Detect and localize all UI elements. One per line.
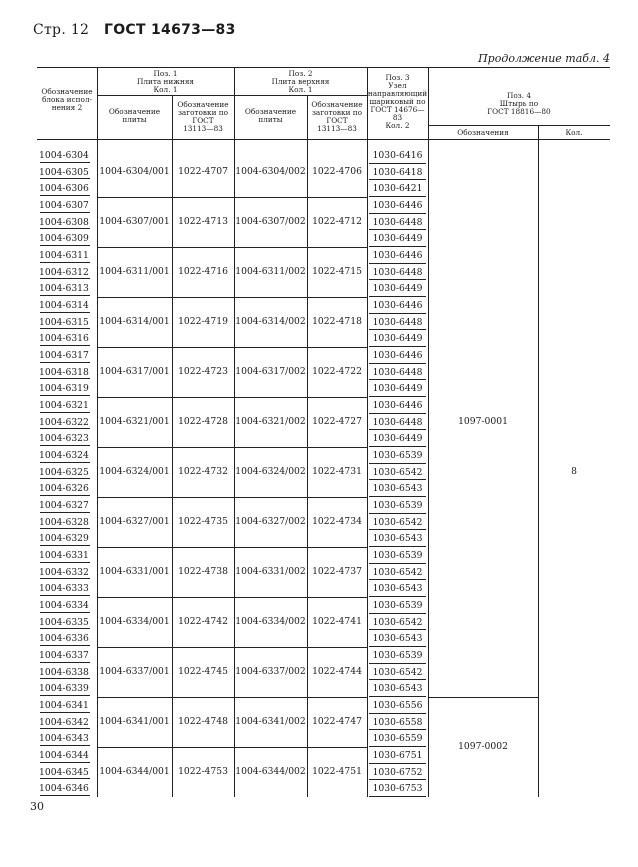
table-cell-lower-plate: 1004-6337/001: [99, 666, 170, 677]
table-cell-block: 1004-6305: [39, 166, 89, 178]
column-rule: [367, 67, 368, 797]
table-cell-upper-plate: 1004-6321/002: [235, 416, 306, 427]
table-cell-lower-plate: 1004-6334/001: [99, 616, 170, 627]
table-cell-block: 1004-6346: [39, 783, 89, 795]
table-cell-block: 1004-6317: [39, 350, 89, 361]
cell-underline: [369, 279, 426, 280]
table-cell-block: 1004-6322: [39, 416, 89, 428]
cell-underline: [369, 479, 426, 480]
table-continuation-caption: Продолжение табл. 4: [478, 52, 610, 65]
table-cell-upper-plate: 1004-6314/002: [235, 316, 306, 327]
table-cell-block: 1004-6343: [39, 733, 89, 745]
table-cell-guide-unit: 1030-6542: [372, 666, 423, 678]
table-cell-lower-plate: 1004-6344/001: [99, 766, 170, 777]
cell-underline: [369, 379, 426, 380]
cell-underline: [40, 662, 90, 663]
cell-underline: [369, 179, 426, 180]
table-cell-guide-unit: 1030-6558: [372, 716, 423, 728]
header-pos4-rule: [428, 125, 610, 126]
table-cell-block: 1004-6331: [39, 550, 89, 561]
header-pos4: Поз. 4 Штырь по ГОСТ 18816—80: [487, 91, 551, 116]
cell-underline: [40, 245, 90, 246]
cell-underline: [369, 696, 426, 697]
cell-underline: [369, 629, 426, 630]
pin-group-rule: [428, 697, 538, 698]
table-cell-upper-blank: 1022-4731: [312, 466, 362, 477]
cell-underline: [40, 495, 90, 496]
cell-underline: [40, 178, 90, 179]
table-cell-guide-unit: 1030-6543: [372, 633, 423, 645]
group-rule: [97, 647, 367, 648]
cell-underline: [369, 163, 426, 164]
table-cell-guide-unit: 1030-6753: [372, 783, 423, 795]
table-cell-guide-unit: 1030-6449: [372, 433, 423, 445]
cell-underline: [40, 695, 90, 696]
cell-underline: [40, 545, 90, 546]
table-cell-block: 1004-6319: [39, 383, 89, 395]
table-cell-guide-unit: 1030-6448: [372, 366, 423, 378]
table-cell-guide-unit: 1030-6448: [372, 266, 423, 278]
cell-underline: [40, 362, 90, 363]
cell-underline: [369, 779, 426, 780]
table-cell-block: 1004-6311: [39, 250, 89, 261]
table-cell-lower-blank: 1022-4713: [178, 216, 228, 227]
table-cell-upper-plate: 1004-6311/002: [235, 266, 306, 277]
cell-underline: [369, 463, 426, 464]
table-cell-lower-plate: 1004-6311/001: [99, 266, 170, 277]
cell-underline: [40, 162, 90, 163]
column-rule: [307, 95, 308, 797]
header-pos2-blank: Обозначение заготовки по ГОСТ 13113—83: [311, 100, 363, 133]
cell-underline: [369, 679, 426, 680]
table-cell-block: 1004-6314: [39, 300, 89, 311]
table-cell-block: 1004-6328: [39, 516, 89, 528]
table-cell-guide-unit: 1030-6539: [372, 650, 423, 661]
cell-underline: [40, 795, 90, 796]
table-cell-upper-blank: 1022-4712: [312, 216, 362, 227]
table-cell-guide-unit: 1030-6446: [372, 250, 423, 261]
header-pos1: Поз. 1 Плита нижняя Кол. 1: [136, 69, 195, 94]
table-cell-lower-blank: 1022-4735: [178, 516, 228, 527]
table-cell-block: 1004-6334: [39, 600, 89, 611]
cell-underline: [369, 613, 426, 614]
table-cell-block: 1004-6304: [39, 150, 89, 161]
table-cell-lower-plate: 1004-6341/001: [99, 716, 170, 727]
table-cell-block: 1004-6341: [39, 700, 89, 711]
cell-underline: [40, 395, 90, 396]
cell-underline: [369, 313, 426, 314]
page-number: 30: [30, 800, 44, 813]
table-cell-pin: 1097-0002: [458, 741, 508, 752]
table-cell-block: 1004-6329: [39, 533, 89, 545]
table-cell-block: 1004-6344: [39, 750, 89, 761]
table-cell-block: 1004-6315: [39, 316, 89, 328]
cell-underline: [40, 562, 90, 563]
cell-underline: [369, 413, 426, 414]
table-cell-lower-blank: 1022-4738: [178, 566, 228, 577]
table-cell-lower-blank: 1022-4732: [178, 466, 228, 477]
table-cell-guide-unit: 1030-6421: [372, 183, 423, 195]
cell-underline: [40, 745, 90, 746]
table-cell-pin: 1097-0001: [458, 416, 508, 427]
table-cell-guide-unit: 1030-6449: [372, 333, 423, 345]
cell-underline: [40, 312, 90, 313]
table-cell-guide-unit: 1030-6539: [372, 500, 423, 511]
cell-underline: [40, 678, 90, 679]
table-cell-lower-blank: 1022-4753: [178, 766, 228, 777]
table-cell-upper-plate: 1004-6331/002: [235, 566, 306, 577]
table-cell-block: 1004-6307: [39, 200, 89, 211]
table-cell-block: 1004-6326: [39, 483, 89, 495]
table-cell-guide-unit: 1030-6543: [372, 483, 423, 495]
column-rule: [538, 125, 539, 797]
table-cell-guide-unit: 1030-6542: [372, 516, 423, 528]
cell-underline: [40, 262, 90, 263]
table-cell-lower-blank: 1022-4723: [178, 366, 228, 377]
cell-underline: [369, 646, 426, 647]
table-cell-block: 1004-6306: [39, 183, 89, 195]
table-cell-upper-blank: 1022-4751: [312, 766, 362, 777]
header-pos4-qty: Кол.: [565, 128, 583, 137]
cell-underline: [369, 396, 426, 397]
table-cell-guide-unit: 1030-6751: [372, 750, 423, 761]
table-cell-upper-blank: 1022-4722: [312, 366, 362, 377]
table-cell-upper-plate: 1004-6334/002: [235, 616, 306, 627]
cell-underline: [40, 778, 90, 779]
cell-underline: [369, 513, 426, 514]
header-subgroup-rule: [97, 95, 367, 96]
cell-underline: [369, 213, 426, 214]
cell-underline: [40, 462, 90, 463]
table-cell-guide-unit: 1030-6543: [372, 683, 423, 695]
table-cell-upper-plate: 1004-6341/002: [235, 716, 306, 727]
cell-underline: [40, 295, 90, 296]
table-cell-block: 1004-6318: [39, 366, 89, 378]
table-cell-lower-plate: 1004-6314/001: [99, 316, 170, 327]
table-cell-lower-plate: 1004-6331/001: [99, 566, 170, 577]
group-rule: [97, 447, 367, 448]
header-top-rule: [37, 67, 610, 68]
table-cell-block: 1004-6321: [39, 400, 89, 411]
table-cell-block: 1004-6338: [39, 666, 89, 678]
table-cell-guide-unit: 1030-6543: [372, 533, 423, 545]
group-rule: [97, 297, 367, 298]
standard-code: ГОСТ 14673—83: [104, 22, 236, 38]
table-cell-guide-unit: 1030-6539: [372, 450, 423, 461]
table-cell-guide-unit: 1030-6542: [372, 616, 423, 628]
table-cell-guide-unit: 1030-6449: [372, 383, 423, 395]
group-rule: [97, 247, 367, 248]
cell-underline: [369, 263, 426, 264]
table-cell-block: 1004-6316: [39, 333, 89, 345]
table-cell-upper-blank: 1022-4718: [312, 316, 362, 327]
cell-underline: [40, 345, 90, 346]
cell-underline: [369, 563, 426, 564]
group-rule: [97, 197, 367, 198]
table-cell-guide-unit: 1030-6752: [372, 766, 423, 778]
cell-underline: [369, 296, 426, 297]
table-cell-pin-qty: 8: [571, 466, 577, 477]
table-cell-guide-unit: 1030-6449: [372, 233, 423, 245]
cell-underline: [40, 195, 90, 196]
group-rule: [97, 747, 367, 748]
cell-underline: [40, 628, 90, 629]
table-cell-upper-blank: 1022-4706: [312, 166, 362, 177]
table-cell-lower-blank: 1022-4742: [178, 616, 228, 627]
cell-underline: [40, 428, 90, 429]
group-rule: [97, 497, 367, 498]
table-cell-guide-unit: 1030-6542: [372, 466, 423, 478]
cell-underline: [369, 196, 426, 197]
cell-underline: [369, 713, 426, 714]
header-pos4-designation: Обозначения: [457, 128, 509, 137]
cell-underline: [40, 228, 90, 229]
cell-underline: [40, 412, 90, 413]
table-cell-upper-plate: 1004-6337/002: [235, 666, 306, 677]
table-cell-block: 1004-6312: [39, 266, 89, 278]
table-cell-block: 1004-6325: [39, 466, 89, 478]
cell-underline: [40, 578, 90, 579]
cell-underline: [369, 763, 426, 764]
table-cell-guide-unit: 1030-6556: [372, 700, 423, 711]
table-cell-lower-blank: 1022-4716: [178, 266, 228, 277]
table-cell-lower-blank: 1022-4748: [178, 716, 228, 727]
table-cell-block: 1004-6345: [39, 766, 89, 778]
cell-underline: [369, 729, 426, 730]
cell-underline: [369, 363, 426, 364]
cell-underline: [40, 512, 90, 513]
table-cell-upper-blank: 1022-4715: [312, 266, 362, 277]
cell-underline: [40, 212, 90, 213]
table-cell-block: 1004-6324: [39, 450, 89, 461]
table-cell-block: 1004-6327: [39, 500, 89, 511]
table-cell-lower-plate: 1004-6327/001: [99, 516, 170, 527]
cell-underline: [369, 529, 426, 530]
cell-underline: [40, 712, 90, 713]
header-block-designation: Обозначение блока испол- нения 2: [41, 87, 93, 112]
group-rule: [97, 347, 367, 348]
cell-underline: [369, 329, 426, 330]
cell-underline: [40, 278, 90, 279]
table-cell-lower-blank: 1022-4707: [178, 166, 228, 177]
table-cell-guide-unit: 1030-6449: [372, 283, 423, 295]
table-cell-block: 1004-6337: [39, 650, 89, 661]
page-label: Стр. 12: [33, 22, 90, 38]
table-cell-guide-unit: 1030-6543: [372, 583, 423, 595]
header-pos2: Поз. 2 Плита верхняя Кол. 1: [271, 69, 330, 94]
table-cell-lower-blank: 1022-4728: [178, 416, 228, 427]
table-cell-lower-plate: 1004-6307/001: [99, 216, 170, 227]
table-cell-lower-plate: 1004-6317/001: [99, 366, 170, 377]
table-cell-upper-blank: 1022-4744: [312, 666, 362, 677]
cell-underline: [40, 762, 90, 763]
table-cell-upper-blank: 1022-4741: [312, 616, 362, 627]
cell-underline: [369, 229, 426, 230]
table-cell-guide-unit: 1030-6446: [372, 200, 423, 211]
cell-underline: [40, 595, 90, 596]
header-pos3: Поз. 3 Узел направляющий шариковый по ГОСТ 14676—83 Кол. 2: [367, 73, 428, 130]
table-cell-guide-unit: 1030-6542: [372, 566, 423, 578]
table-cell-block: 1004-6309: [39, 233, 89, 245]
table-cell-block: 1004-6339: [39, 683, 89, 695]
table-cell-block: 1004-6342: [39, 716, 89, 728]
table-cell-guide-unit: 1030-6539: [372, 600, 423, 611]
table-cell-guide-unit: 1030-6446: [372, 350, 423, 361]
cell-underline: [369, 663, 426, 664]
header-pos2-plate: Обозначение плиты: [244, 107, 297, 124]
cell-underline: [369, 446, 426, 447]
header-pos1-blank: Обозначение заготовки по ГОСТ 13113—83: [177, 100, 229, 133]
cell-underline: [40, 445, 90, 446]
table-cell-block: 1004-6336: [39, 633, 89, 645]
cell-underline: [369, 596, 426, 597]
table-cell-upper-blank: 1022-4727: [312, 416, 362, 427]
cell-underline: [40, 478, 90, 479]
table-cell-upper-plate: 1004-6344/002: [235, 766, 306, 777]
table-cell-guide-unit: 1030-6418: [372, 166, 423, 178]
table-cell-block: 1004-6332: [39, 566, 89, 578]
column-rule: [172, 95, 173, 797]
cell-underline: [369, 346, 426, 347]
table-cell-guide-unit: 1030-6448: [372, 416, 423, 428]
cell-underline: [369, 746, 426, 747]
cell-underline: [369, 496, 426, 497]
cell-underline: [369, 246, 426, 247]
table-cell-block: 1004-6323: [39, 433, 89, 445]
table-cell-upper-plate: 1004-6317/002: [235, 366, 306, 377]
table-cell-block: 1004-6335: [39, 616, 89, 628]
group-rule: [97, 397, 367, 398]
cell-underline: [40, 728, 90, 729]
table-cell-guide-unit: 1030-6446: [372, 300, 423, 311]
cell-underline: [369, 796, 426, 797]
group-rule: [97, 547, 367, 548]
table-cell-guide-unit: 1030-6448: [372, 216, 423, 228]
table-cell-block: 1004-6313: [39, 283, 89, 295]
table-cell-lower-blank: 1022-4719: [178, 316, 228, 327]
table-cell-upper-plate: 1004-6307/002: [235, 216, 306, 227]
table-cell-lower-plate: 1004-6321/001: [99, 416, 170, 427]
table-cell-guide-unit: 1030-6559: [372, 733, 423, 745]
table-cell-guide-unit: 1030-6446: [372, 400, 423, 411]
table-cell-upper-plate: 1004-6324/002: [235, 466, 306, 477]
cell-underline: [369, 546, 426, 547]
table-cell-lower-blank: 1022-4745: [178, 666, 228, 677]
header-bottom-rule: [37, 139, 610, 140]
cell-underline: [40, 378, 90, 379]
table-cell-guide-unit: 1030-6416: [372, 150, 423, 161]
table-cell-lower-plate: 1004-6324/001: [99, 466, 170, 477]
table-cell-guide-unit: 1030-6448: [372, 316, 423, 328]
table-cell-block: 1004-6308: [39, 216, 89, 228]
cell-underline: [369, 579, 426, 580]
table-cell-upper-blank: 1022-4737: [312, 566, 362, 577]
column-rule: [428, 67, 429, 797]
cell-underline: [40, 328, 90, 329]
table-cell-upper-plate: 1004-6327/002: [235, 516, 306, 527]
table-cell-lower-plate: 1004-6304/001: [99, 166, 170, 177]
table-cell-upper-plate: 1004-6304/002: [235, 166, 306, 177]
header-pos1-plate: Обозначение плиты: [108, 107, 161, 124]
table-cell-upper-blank: 1022-4734: [312, 516, 362, 527]
table-cell-guide-unit: 1030-6539: [372, 550, 423, 561]
cell-underline: [40, 645, 90, 646]
table-cell-upper-blank: 1022-4747: [312, 716, 362, 727]
cell-underline: [40, 528, 90, 529]
group-rule: [97, 597, 367, 598]
cell-underline: [369, 429, 426, 430]
table-cell-block: 1004-6333: [39, 583, 89, 595]
group-rule: [97, 697, 367, 698]
cell-underline: [40, 612, 90, 613]
